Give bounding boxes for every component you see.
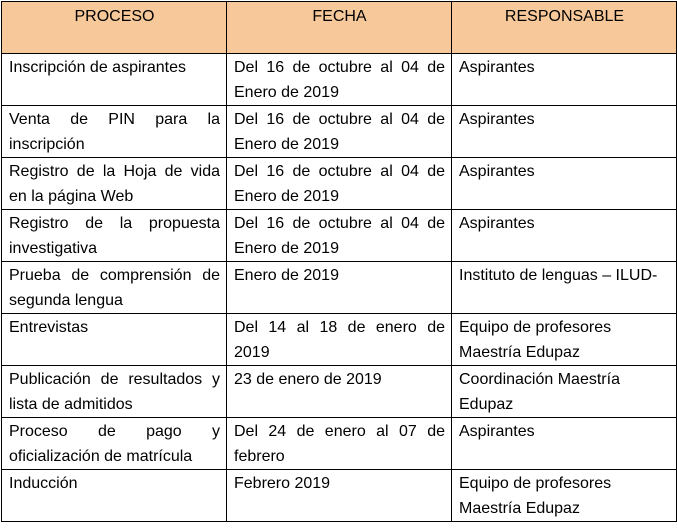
header-proceso: PROCESO	[2, 2, 227, 54]
cell-proceso: Proceso de pago y oficialización de matrícula	[2, 418, 227, 470]
cell-proceso: Prueba de comprensión de segunda lengua	[2, 262, 227, 314]
header-responsable: RESPONSABLE	[452, 2, 677, 54]
table-row	[2, 106, 677, 158]
cell-responsable: Aspirantes	[452, 210, 677, 262]
cell-responsable: Instituto de lenguas – ILUD-	[452, 262, 677, 314]
cell-responsable: Coordinación Maestría Edupaz	[452, 366, 677, 418]
header-fecha: FECHA	[227, 2, 452, 54]
table-row	[2, 262, 677, 314]
cell-fecha: Del 16 de octubre al 04 de Enero de 2019	[227, 106, 452, 158]
schedule-table	[1, 1, 677, 522]
cell-proceso: Inscripción de aspirantes	[2, 54, 227, 106]
cell-proceso: Registro de la Hoja de vida en la página Web	[2, 158, 227, 210]
header-row	[2, 2, 677, 54]
table-row	[2, 418, 677, 470]
table-row	[2, 210, 677, 262]
cell-responsable: Aspirantes	[452, 54, 677, 106]
table-row	[2, 366, 677, 418]
cell-fecha: Del 14 al 18 de enero de 2019	[227, 314, 452, 366]
cell-proceso: Publicación de resultados y lista de admitidos	[2, 366, 227, 418]
cell-fecha: Del 24 de enero al 07 de febrero	[227, 418, 452, 470]
cell-proceso: Entrevistas	[2, 314, 227, 366]
cell-responsable: Aspirantes	[452, 418, 677, 470]
cell-fecha: Febrero 2019	[227, 470, 452, 522]
table-row	[2, 470, 677, 522]
cell-fecha: 23 de enero de 2019	[227, 366, 452, 418]
cell-responsable: Aspirantes	[452, 106, 677, 158]
cell-fecha: Enero de 2019	[227, 262, 452, 314]
cell-fecha: Del 16 de octubre al 04 de Enero de 2019	[227, 210, 452, 262]
table-row	[2, 158, 677, 210]
cell-fecha: Del 16 de octubre al 04 de Enero de 2019	[227, 54, 452, 106]
table-row	[2, 54, 677, 106]
cell-proceso: Venta de PIN para la inscripción	[2, 106, 227, 158]
cell-responsable: Aspirantes	[452, 158, 677, 210]
cell-proceso: Registro de la propuesta investigativa	[2, 210, 227, 262]
cell-responsable: Equipo de profesores Maestría Edupaz	[452, 314, 677, 366]
cell-fecha: Del 16 de octubre al 04 de Enero de 2019	[227, 158, 452, 210]
table-row	[2, 314, 677, 366]
cell-proceso: Inducción	[2, 470, 227, 522]
cell-responsable: Equipo de profesores Maestría Edupaz	[452, 470, 677, 522]
